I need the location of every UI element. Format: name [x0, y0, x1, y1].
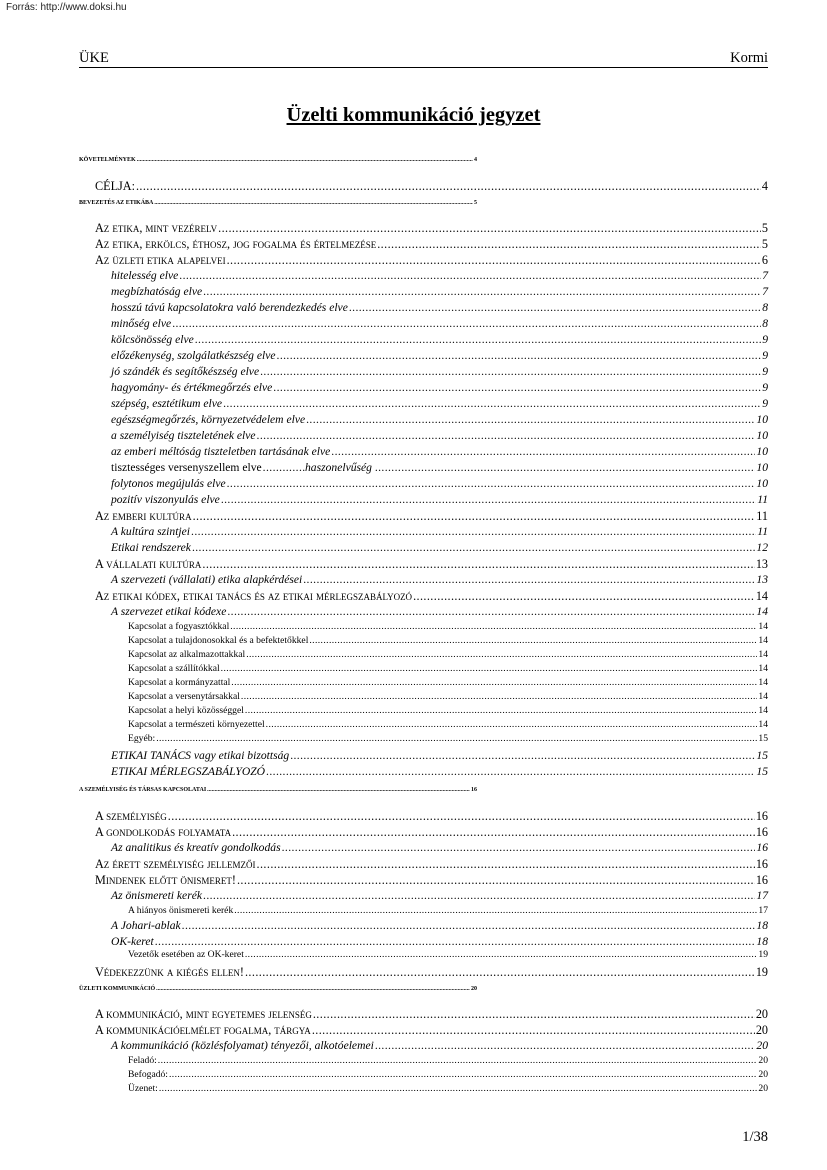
- toc-entry-title: minőség elve: [111, 317, 172, 330]
- toc-entry[interactable]: [128, 705, 768, 716]
- toc-entry-title: Kapcsolat a szállítókkal: [128, 663, 220, 674]
- toc-entry[interactable]: [111, 429, 768, 442]
- toc-entry[interactable]: [95, 1007, 768, 1022]
- toc-entry-title: Etikai rendszerek: [111, 541, 191, 554]
- toc-entry[interactable]: [111, 397, 768, 410]
- toc-entry-title: megbízhatóság elve: [111, 285, 203, 298]
- toc-leader: [273, 381, 761, 394]
- toc-page-number: 16: [755, 873, 768, 887]
- toc-entry[interactable]: [128, 1069, 768, 1080]
- toc-leader: [290, 749, 755, 762]
- toc-entry-title: Az érett személyiség jellemzői: [95, 857, 256, 871]
- toc-leader: [277, 349, 762, 362]
- toc-entry[interactable]: [79, 787, 477, 793]
- toc-page-number: 14: [758, 635, 768, 646]
- toc-entry-title: pozitív viszonyulás elve: [111, 493, 220, 506]
- toc-entry[interactable]: [79, 157, 477, 163]
- toc-page-number: 14: [758, 621, 768, 632]
- toc-page-number: 10: [756, 445, 768, 458]
- toc-entry-title: kölcsönösség elve: [111, 333, 194, 346]
- toc-leader: [221, 493, 756, 506]
- toc-page-number: 14: [758, 705, 768, 716]
- toc-entry[interactable]: [111, 477, 768, 490]
- toc-entry[interactable]: [111, 317, 768, 330]
- toc-page-number: 7: [762, 269, 768, 282]
- toc-entry[interactable]: [95, 1023, 768, 1038]
- toc-entry-title: Kapcsolat a tulajdonosokkal és a befektetőkkel: [128, 635, 309, 646]
- toc-page-number: 11: [756, 509, 768, 523]
- toc-entry-title: Egyéb:: [128, 733, 156, 744]
- toc-leader: [303, 573, 755, 586]
- toc-page-number: 15: [756, 749, 768, 762]
- toc-leader: [309, 635, 757, 646]
- toc-entry[interactable]: [79, 200, 477, 206]
- toc-leader: [237, 873, 755, 888]
- toc-page-number: 16: [471, 787, 477, 793]
- toc-entry-title: BEVEZETÉS AZ ETIKÁBA: [79, 200, 154, 206]
- toc-entry[interactable]: [128, 663, 768, 674]
- toc-entry-title: előzékenység, szolgálatkészség elve: [111, 349, 276, 362]
- inline-extra-text: haszonelvűség: [305, 461, 375, 474]
- toc-page-number: 9: [762, 349, 768, 362]
- toc-page-number: 16: [755, 809, 768, 823]
- toc-page-number: 15: [756, 765, 768, 778]
- toc-page-number: 9: [762, 397, 768, 410]
- toc-entry[interactable]: [128, 733, 768, 744]
- toc-entry-title: a személyiség tiszteletének elve: [111, 429, 256, 442]
- toc-entry[interactable]: [128, 649, 768, 660]
- toc-page-number: 6: [761, 253, 768, 267]
- toc-page-number: 11: [757, 525, 768, 538]
- toc-page-number: 14: [758, 677, 768, 688]
- toc-leader: [245, 949, 758, 960]
- toc-page-number: 4: [474, 157, 477, 163]
- toc-leader: [266, 719, 758, 730]
- toc-leader: [230, 621, 757, 632]
- toc-entry-title: szépség, esztétikum elve: [111, 397, 223, 410]
- toc-entry[interactable]: [128, 635, 768, 646]
- toc-leader: [227, 477, 756, 490]
- toc-entry-title: A kultúra szintjei: [111, 525, 191, 538]
- toc-leader: [136, 179, 761, 194]
- toc-entry-title: Kapcsolat a versenytársakkal: [128, 691, 240, 702]
- toc-leader: [193, 509, 756, 524]
- toc-page-number: 20: [471, 986, 477, 992]
- toc-entry-title: ETIKAI MÉRLEGSZABÁLYOZÓ: [111, 765, 266, 778]
- toc-leader: [245, 965, 755, 980]
- toc-page-number: 12: [756, 541, 768, 554]
- toc-leader: [232, 825, 755, 840]
- toc-entry-title: Az etika, mint vezérelv: [95, 221, 218, 235]
- toc-page-number: 8: [762, 317, 768, 330]
- toc-leader: [207, 787, 470, 793]
- toc-leader: [227, 253, 761, 268]
- toc-entry[interactable]: [95, 857, 768, 872]
- toc-entry-title: A SZEMÉLYISÉG ÉS TÁRSAS KAPCSOLATAI: [79, 787, 207, 793]
- toc-leader: [306, 413, 755, 426]
- toc-page-number: 7: [762, 285, 768, 298]
- toc-entry[interactable]: [95, 589, 768, 604]
- toc-page-number: 20: [758, 1069, 768, 1080]
- toc-entry[interactable]: [111, 285, 768, 298]
- toc-entry[interactable]: [111, 765, 768, 778]
- toc-page-number: 15: [758, 733, 768, 744]
- toc-page-number: 16: [755, 825, 768, 839]
- toc-entry[interactable]: [111, 919, 768, 932]
- toc-page-number: 10: [756, 429, 768, 442]
- toc-entry[interactable]: [95, 237, 768, 252]
- toc-entry[interactable]: [111, 349, 768, 362]
- toc-leader: [195, 333, 761, 346]
- toc-leader: [137, 157, 473, 163]
- toc-entry-title: CÉLJA:: [95, 179, 135, 193]
- toc-leader: [218, 221, 761, 236]
- toc-leader: [257, 429, 756, 442]
- toc-entry[interactable]: [111, 365, 768, 378]
- toc-entry[interactable]: [111, 605, 768, 618]
- toc-entry[interactable]: [79, 986, 477, 992]
- toc-page-number: 18: [756, 935, 768, 948]
- toc-page-number: 18: [756, 919, 768, 932]
- toc-page-number: 17: [756, 889, 768, 902]
- toc-entry-title: Az emberi kultúra: [95, 509, 192, 523]
- toc-page-number: 9: [762, 381, 768, 394]
- toc-entry-title: Befogadó:: [128, 1069, 168, 1080]
- toc-page-number: 20: [755, 1023, 768, 1037]
- toc-entry-title: A vállalati kultúra: [95, 557, 202, 571]
- toc-entry[interactable]: [128, 621, 768, 632]
- toc-leader: [266, 765, 755, 778]
- toc-page-number: 10: [756, 413, 768, 426]
- toc-leader: [169, 1069, 757, 1080]
- toc-entry[interactable]: [128, 719, 768, 730]
- toc-page-number: 14: [758, 691, 768, 702]
- toc-entry[interactable]: [95, 965, 768, 980]
- toc-leader: [154, 200, 473, 206]
- toc-page-number: 9: [762, 365, 768, 378]
- toc-entry-title: jó szándék és segítőkészség elve: [111, 365, 260, 378]
- toc-page-number: 16: [755, 857, 768, 871]
- toc-leader: [231, 677, 757, 688]
- toc-leader: [375, 1039, 756, 1052]
- toc-entry[interactable]: [111, 1039, 768, 1052]
- toc-entry-title: ETIKAI TANÁCS vagy etikai bizottság: [111, 749, 290, 762]
- toc-entry-title: Vezetők esetében az OK-keret: [128, 949, 244, 960]
- toc-leader: [182, 919, 756, 932]
- toc-entry[interactable]: [128, 949, 768, 960]
- toc-leader: [159, 1083, 758, 1094]
- toc-entry[interactable]: [111, 461, 768, 474]
- toc-entry-title: Az etika, erkölcs, éthosz, jog fogalma és értelmezése: [95, 237, 377, 251]
- toc-leader: [156, 986, 470, 992]
- toc-entry-title: A személyiség: [95, 809, 167, 823]
- toc-page-number: 14: [758, 719, 768, 730]
- toc-entry-title: OK-keret: [111, 935, 154, 948]
- toc-page-number: 20: [756, 1039, 768, 1052]
- toc-entry-title: Védekezzünk a kiégés ellen!: [95, 965, 244, 979]
- toc-entry-title: Mindenek előtt önismeret!: [95, 873, 236, 887]
- toc-page-number: 20: [758, 1083, 768, 1094]
- toc-page-number: 14: [758, 663, 768, 674]
- toc-entry-title: A szervezet etikai kódexe: [111, 605, 227, 618]
- toc-entry[interactable]: [111, 413, 768, 426]
- toc-entry[interactable]: [111, 301, 768, 314]
- toc-entry-title: Az önismereti kerék: [111, 889, 203, 902]
- toc-leader: [260, 365, 761, 378]
- toc-entry-title: hitelesség elve: [111, 269, 179, 282]
- toc-entry-title: Kapcsolat az alkalmazottakkal: [128, 649, 246, 660]
- toc-page-number: 10: [756, 477, 768, 490]
- toc-entry-title: A szervezeti (vállalati) etika alapkérdései: [111, 573, 303, 586]
- toc-entry[interactable]: [95, 873, 768, 888]
- toc-entry-title: Üzenet:: [128, 1083, 158, 1094]
- toc-entry[interactable]: [95, 179, 768, 194]
- toc-leader: [191, 525, 756, 538]
- toc-leader: [203, 285, 761, 298]
- toc-entry[interactable]: [111, 541, 768, 554]
- toc-entry-title: A kommunikáció, mint egyetemes jelenség: [95, 1007, 312, 1021]
- toc-entry[interactable]: [111, 525, 768, 538]
- header-right: Kormi: [730, 50, 768, 66]
- toc-leader: [234, 905, 757, 916]
- toc-page-number: 14: [758, 649, 768, 660]
- toc-page-number: 10: [756, 461, 768, 474]
- toc-entry-title: A kommunikációelmélet fogalma, tárgya: [95, 1023, 311, 1037]
- toc-page-number: 5: [761, 237, 768, 251]
- toc-leader: [156, 733, 757, 744]
- toc-entry[interactable]: [111, 381, 768, 394]
- toc-leader: [377, 237, 761, 252]
- toc-entry-title: Az analitikus és kreatív gondolkodás: [111, 841, 281, 854]
- toc-leader: [192, 541, 755, 554]
- toc-entry[interactable]: [111, 333, 768, 346]
- toc-page-number: 5: [474, 200, 477, 206]
- toc-leader: [179, 269, 761, 282]
- toc-page-number: 16: [756, 841, 768, 854]
- toc-page-number: 20: [755, 1007, 768, 1021]
- toc-leader: [257, 857, 755, 872]
- toc-leader: [245, 705, 758, 716]
- toc-entry-title: A hiányos önismereti kerék: [128, 905, 234, 916]
- toc-entry[interactable]: [95, 825, 768, 840]
- toc-leader: [168, 809, 755, 824]
- document-title: Üzelti kommunikáció jegyzet: [286, 104, 541, 126]
- toc-entry-title: KÖVETELMÉNYEK: [79, 157, 136, 163]
- toc-entry[interactable]: [95, 221, 768, 236]
- toc-entry[interactable]: [111, 935, 768, 948]
- toc-entry[interactable]: [128, 905, 768, 916]
- toc-entry-title: A kommunikáció (közlésfolyamat) tényezői, alkotóelemei: [111, 1039, 374, 1052]
- toc-page-number: 17: [758, 905, 768, 916]
- header-left: ÜKE: [79, 50, 109, 66]
- toc-entry[interactable]: [111, 573, 768, 586]
- toc-leader: [349, 301, 761, 314]
- toc-entry-title: Kapcsolat a természeti környezettel: [128, 719, 265, 730]
- toc-page-number: 4: [761, 179, 768, 193]
- toc-leader: [413, 589, 755, 604]
- toc-entry-title: az emberi méltóság tiszteletben tartásának elve: [111, 445, 331, 458]
- toc-leader: [202, 557, 754, 572]
- toc-page-number: 13: [755, 557, 768, 571]
- source-note: Forrás: http://www.doksi.hu: [6, 2, 127, 13]
- toc-entry-title: A gondolkodás folyamata: [95, 825, 232, 839]
- toc-leader: [172, 317, 761, 330]
- toc-entry[interactable]: [128, 1055, 768, 1066]
- toc-page-number: 14: [756, 605, 768, 618]
- toc-entry[interactable]: [111, 493, 768, 506]
- toc-leader: [227, 605, 755, 618]
- toc-entry[interactable]: [95, 557, 768, 572]
- toc-page-number: 11: [757, 493, 768, 506]
- toc-entry[interactable]: [111, 749, 768, 762]
- toc-entry-title: Az üzleti etika alapelvei: [95, 253, 226, 267]
- toc-leader: [331, 445, 755, 458]
- toc-leader: [155, 935, 756, 948]
- toc-leader: [313, 1007, 755, 1022]
- toc-entry-title: A Johari-ablak: [111, 919, 181, 932]
- toc-entry-title: Kapcsolat a fogyasztókkal: [128, 621, 230, 632]
- toc-entry-title: tisztességes versenyszellem elve: [111, 461, 262, 474]
- toc-page-number: 19: [755, 965, 768, 979]
- toc-page-number: 20: [758, 1055, 768, 1066]
- toc-leader: [158, 1055, 758, 1066]
- toc-entry[interactable]: [128, 1083, 768, 1094]
- toc-entry[interactable]: [111, 889, 768, 902]
- toc-entry-title: hagyomány- és értékmegőrzés elve: [111, 381, 273, 394]
- toc-leader: [246, 649, 757, 660]
- toc-entry[interactable]: [95, 253, 768, 268]
- toc-entry[interactable]: [111, 445, 768, 458]
- toc-leader: [203, 889, 755, 902]
- toc-leader: [223, 397, 761, 410]
- toc-page-number: 19: [758, 949, 768, 960]
- toc-entry-title: egészségmegőrzés, környezetvédelem elve: [111, 413, 306, 426]
- toc-page-number: 14: [755, 589, 768, 603]
- toc-leader: [241, 691, 758, 702]
- toc-entry-title: Feladó:: [128, 1055, 157, 1066]
- toc-entry-title: hosszú távú kapcsolatokra való berendezkedés elve: [111, 301, 348, 314]
- toc-entry[interactable]: [128, 691, 768, 702]
- toc-entry-title: Kapcsolat a kormányzattal: [128, 677, 231, 688]
- toc-entry[interactable]: [95, 509, 768, 524]
- toc-page-number: 9: [762, 333, 768, 346]
- toc-entry-title: folytonos megújulás elve: [111, 477, 226, 490]
- toc-page-number: 5: [761, 221, 768, 235]
- toc-entry[interactable]: [128, 677, 768, 688]
- page-number: 1/38: [742, 1129, 768, 1145]
- toc-leader: [282, 841, 756, 854]
- toc-entry-title: Kapcsolat a helyi közösséggel: [128, 705, 244, 716]
- toc-entry[interactable]: [111, 841, 768, 854]
- toc-entry[interactable]: [111, 269, 768, 282]
- toc-page-number: 8: [762, 301, 768, 314]
- toc-entry-title: ÜZLETI KOMMUNIKÁCIÓ: [79, 986, 156, 992]
- toc-entry-title: Az etikai kódex, etikai tanács és az etikai mérlegszabályozó: [95, 589, 413, 603]
- toc-page-number: 13: [756, 573, 768, 586]
- toc-leader: [221, 663, 758, 674]
- toc-leader: [312, 1023, 755, 1038]
- toc-entry[interactable]: [95, 809, 768, 824]
